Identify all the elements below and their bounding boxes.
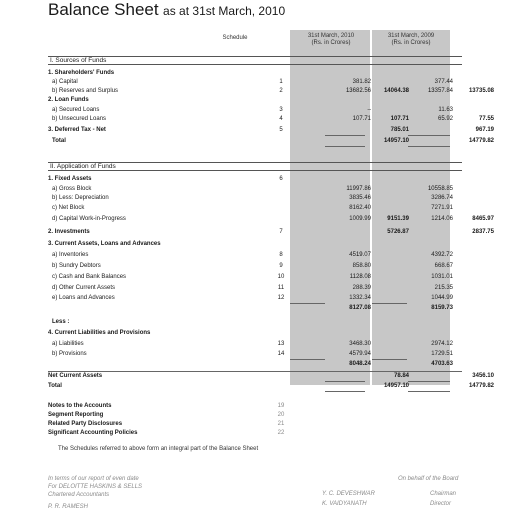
footer-partner: P. R. RAMESH <box>48 504 88 510</box>
footer-signatory-2-role: Director <box>430 501 452 507</box>
table-row: b) Reserves and Surplus 2 13682.56 14064.38 13357.84 13735.08 <box>52 88 494 94</box>
table-row: Total 14957.10 14779.82 <box>52 138 494 144</box>
table-row: b) Provisions 14 4579.94 1729.51 <box>52 351 453 357</box>
table-row: b) Sundry Debtors 9 858.80 668.67 <box>52 263 453 269</box>
table-row: d) Capital Work-in-Progress 1009.99 9151.39 1214.06 8465.97 <box>52 216 494 222</box>
table-row: a) Gross Block 11997.86 10558.85 <box>52 186 453 192</box>
notes-row: Significant Accounting Policies 22 <box>48 430 285 436</box>
table-row: e) Loans and Advances 12 1332.34 1044.99 <box>52 295 453 301</box>
notes-row: Segment Reporting 20 <box>48 412 285 418</box>
table-row: c) Cash and Bank Balances 10 1128.08 1031.01 <box>52 274 453 280</box>
divider <box>408 391 450 392</box>
divider <box>325 391 365 392</box>
divider <box>408 146 450 147</box>
footer-auditor-title: Chartered Accountants <box>48 492 110 498</box>
footer-report-line: In terms of our report of even date <box>48 476 139 482</box>
net-current-assets-row: Net Current Assets 78.84 3456.10 <box>48 373 494 379</box>
footer-signatory-1: Y. C. DEVESHWAR <box>322 491 376 497</box>
header-schedule: Schedule <box>222 35 248 41</box>
divider <box>325 146 365 147</box>
divider <box>408 135 450 136</box>
header-2010: 31st March, 2010 (Rs. in Crores) <box>307 33 355 46</box>
page-title: Balance Sheet as at 31st March, 2010 <box>48 0 286 19</box>
section-sources-of-funds: I. Sources of Funds <box>48 56 462 65</box>
grand-total-row: Total 14957.10 14779.82 <box>48 383 494 389</box>
table-row: 3. Deferred Tax - Net 5 785.01 967.19 <box>48 127 494 133</box>
table-row: 1. Shareholders' Funds <box>48 70 115 76</box>
footer-signatory-1-role: Chairman <box>430 491 457 497</box>
section-application-of-funds: II. Application of Funds <box>48 162 462 171</box>
table-row: 1. Fixed Assets 6 <box>48 176 283 182</box>
table-row: Less : <box>52 319 70 325</box>
table-row: a) Liabilities 13 3468.30 2974.12 <box>52 341 453 347</box>
table-row: d) Other Current Assets 11 288.39 215.35 <box>52 285 453 291</box>
table-row: a) Secured Loans 3 – 11.63 <box>52 107 453 113</box>
table-row: 8127.08 8159.73 <box>349 305 453 311</box>
table-row: a) Inventories 8 4519.07 4392.72 <box>52 252 453 258</box>
table-row: c) Net Block 8162.40 7271.91 <box>52 205 453 211</box>
notes-row: Notes to the Accounts 19 <box>48 403 285 409</box>
table-row: 4. Current Liabilities and Provisions <box>48 330 151 336</box>
table-row: b) Less: Depreciation 3835.46 3286.74 <box>52 195 453 201</box>
table-row: 3. Current Assets, Loans and Advances <box>48 241 161 247</box>
table-row: b) Unsecured Loans 4 107.71 107.71 65.92 77.55 <box>52 116 494 122</box>
table-row: 2. Loan Funds <box>48 97 89 103</box>
notes-row: Related Party Disclosures 21 <box>48 421 285 427</box>
table-row: 2. Investments 7 5726.87 2837.75 <box>48 229 494 235</box>
schedules-note: The Schedules referred to above form an integral part of the Balance Sheet <box>58 446 259 452</box>
header-2009: 31st March, 2009 (Rs. in Crores) <box>387 33 435 46</box>
table-row: a) Capital 1 381.82 377.44 <box>52 79 453 85</box>
table-row: 8048.24 4703.63 <box>349 361 453 367</box>
footer-signatory-2: K. VAIDYANATH <box>322 501 367 507</box>
footer-auditor: For DELOITTE HASKINS & SELLS <box>48 484 143 490</box>
divider <box>325 135 365 136</box>
footer-board: On behalf of the Board <box>398 476 459 482</box>
